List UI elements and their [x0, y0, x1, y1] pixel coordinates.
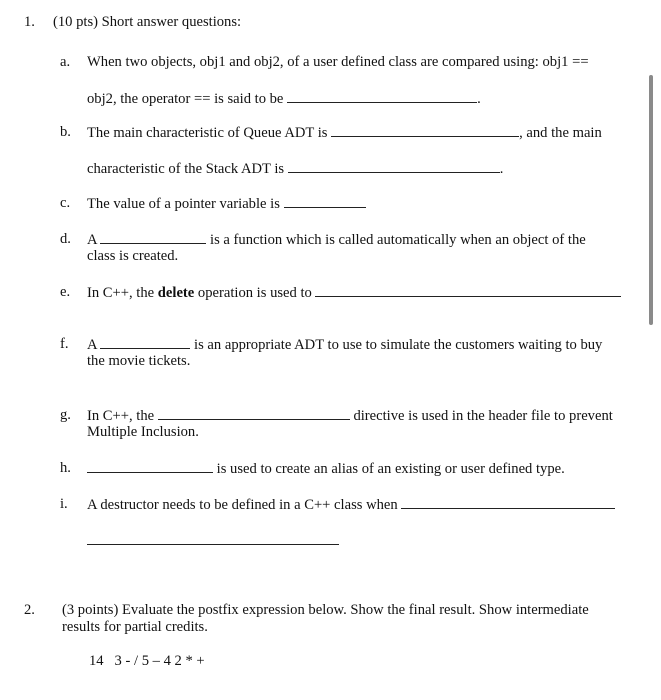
q2-postfix-expression: 14 3 - / 5 – 4 2 * +: [89, 653, 205, 669]
q1d-answer-blank[interactable]: [100, 231, 206, 244]
q1g-answer-blank[interactable]: [158, 407, 350, 420]
q1g-line1: [87, 407, 613, 425]
q1i-answer-blank-1[interactable]: [401, 496, 615, 509]
q1e-prefix: In C++, the: [87, 285, 155, 301]
q1a-answer-blank[interactable]: [287, 90, 477, 103]
q1d-line2: class is created.: [87, 248, 179, 264]
q1e-text: operation is used to: [197, 285, 312, 301]
q1d-prefix: A: [87, 232, 97, 248]
q2-line2: results for partial credits.: [62, 619, 208, 635]
q1e-line: [87, 284, 621, 302]
q1e-letter: e.: [60, 284, 71, 300]
q1f-letter: f.: [60, 336, 69, 352]
q1e-answer-blank[interactable]: [315, 284, 621, 297]
q1b-answer-blank-2[interactable]: [288, 160, 500, 173]
q1g-prefix: In C++, the: [87, 408, 155, 424]
q2-number: 2.: [24, 602, 35, 618]
q1a-line2: [87, 90, 481, 108]
q1e-bold-keyword: delete: [157, 285, 195, 301]
q1f-text: is an appropriate ADT to use to simulate the customers waiting to buy: [194, 337, 603, 353]
q1h-text: is used to create an alias of an existing or user defined type.: [216, 461, 565, 477]
q1f-prefix: A: [87, 337, 97, 353]
q1b-line2-text: characteristic of the Stack ADT is: [87, 161, 285, 177]
q1b-line1-text: The main characteristic of Queue ADT is: [87, 125, 328, 141]
q1c-text: The value of a pointer variable is: [87, 196, 280, 212]
q1b-answer-blank-1[interactable]: [331, 124, 519, 137]
q1i-answer-blank-2[interactable]: [87, 544, 339, 545]
q1h-line: [87, 460, 565, 478]
q1b-line2: [87, 160, 503, 178]
q1a-period: .: [477, 91, 481, 107]
q2-line1: (3 points) Evaluate the postfix expression below. Show the final result. Show intermediate: [62, 602, 589, 618]
q1c-line: [87, 195, 366, 213]
q1h-answer-blank[interactable]: [87, 460, 213, 473]
q1f-line2: the movie tickets.: [87, 353, 191, 369]
q1h-letter: h.: [60, 460, 71, 476]
q1b-line1: [87, 124, 602, 142]
q1i-line: [87, 496, 615, 514]
q1a-letter: a.: [60, 54, 71, 70]
q1i-letter: i.: [60, 496, 68, 512]
q1d-line1: [87, 231, 586, 249]
q1g-letter: g.: [60, 407, 71, 423]
vertical-scrollbar[interactable]: [649, 75, 653, 325]
q1d-text: is a function which is called automatically when an object of the: [210, 232, 586, 248]
q1g-line2: Multiple Inclusion.: [87, 424, 199, 440]
q1c-letter: c.: [60, 195, 71, 211]
q1d-letter: d.: [60, 231, 71, 247]
q1c-answer-blank[interactable]: [284, 195, 366, 208]
q1b-letter: b.: [60, 124, 71, 140]
q1b-period: .: [499, 161, 504, 177]
q1-title: (10 pts) Short answer questions:: [53, 14, 242, 30]
q1-number: 1.: [24, 14, 35, 30]
q1i-text: A destructor needs to be defined in a C++ class when: [87, 497, 398, 513]
q1f-answer-blank[interactable]: [100, 336, 190, 349]
q1a-line1: When two objects, obj1 and obj2, of a user defined class are compared using: obj1 ==: [87, 54, 589, 70]
q1g-text: directive is used in the header file to prevent: [353, 408, 613, 424]
q1a-line2-text: obj2, the operator == is said to be: [87, 91, 284, 107]
q1f-line1: [87, 336, 602, 354]
q1b-line1-end: , and the main: [519, 125, 602, 141]
